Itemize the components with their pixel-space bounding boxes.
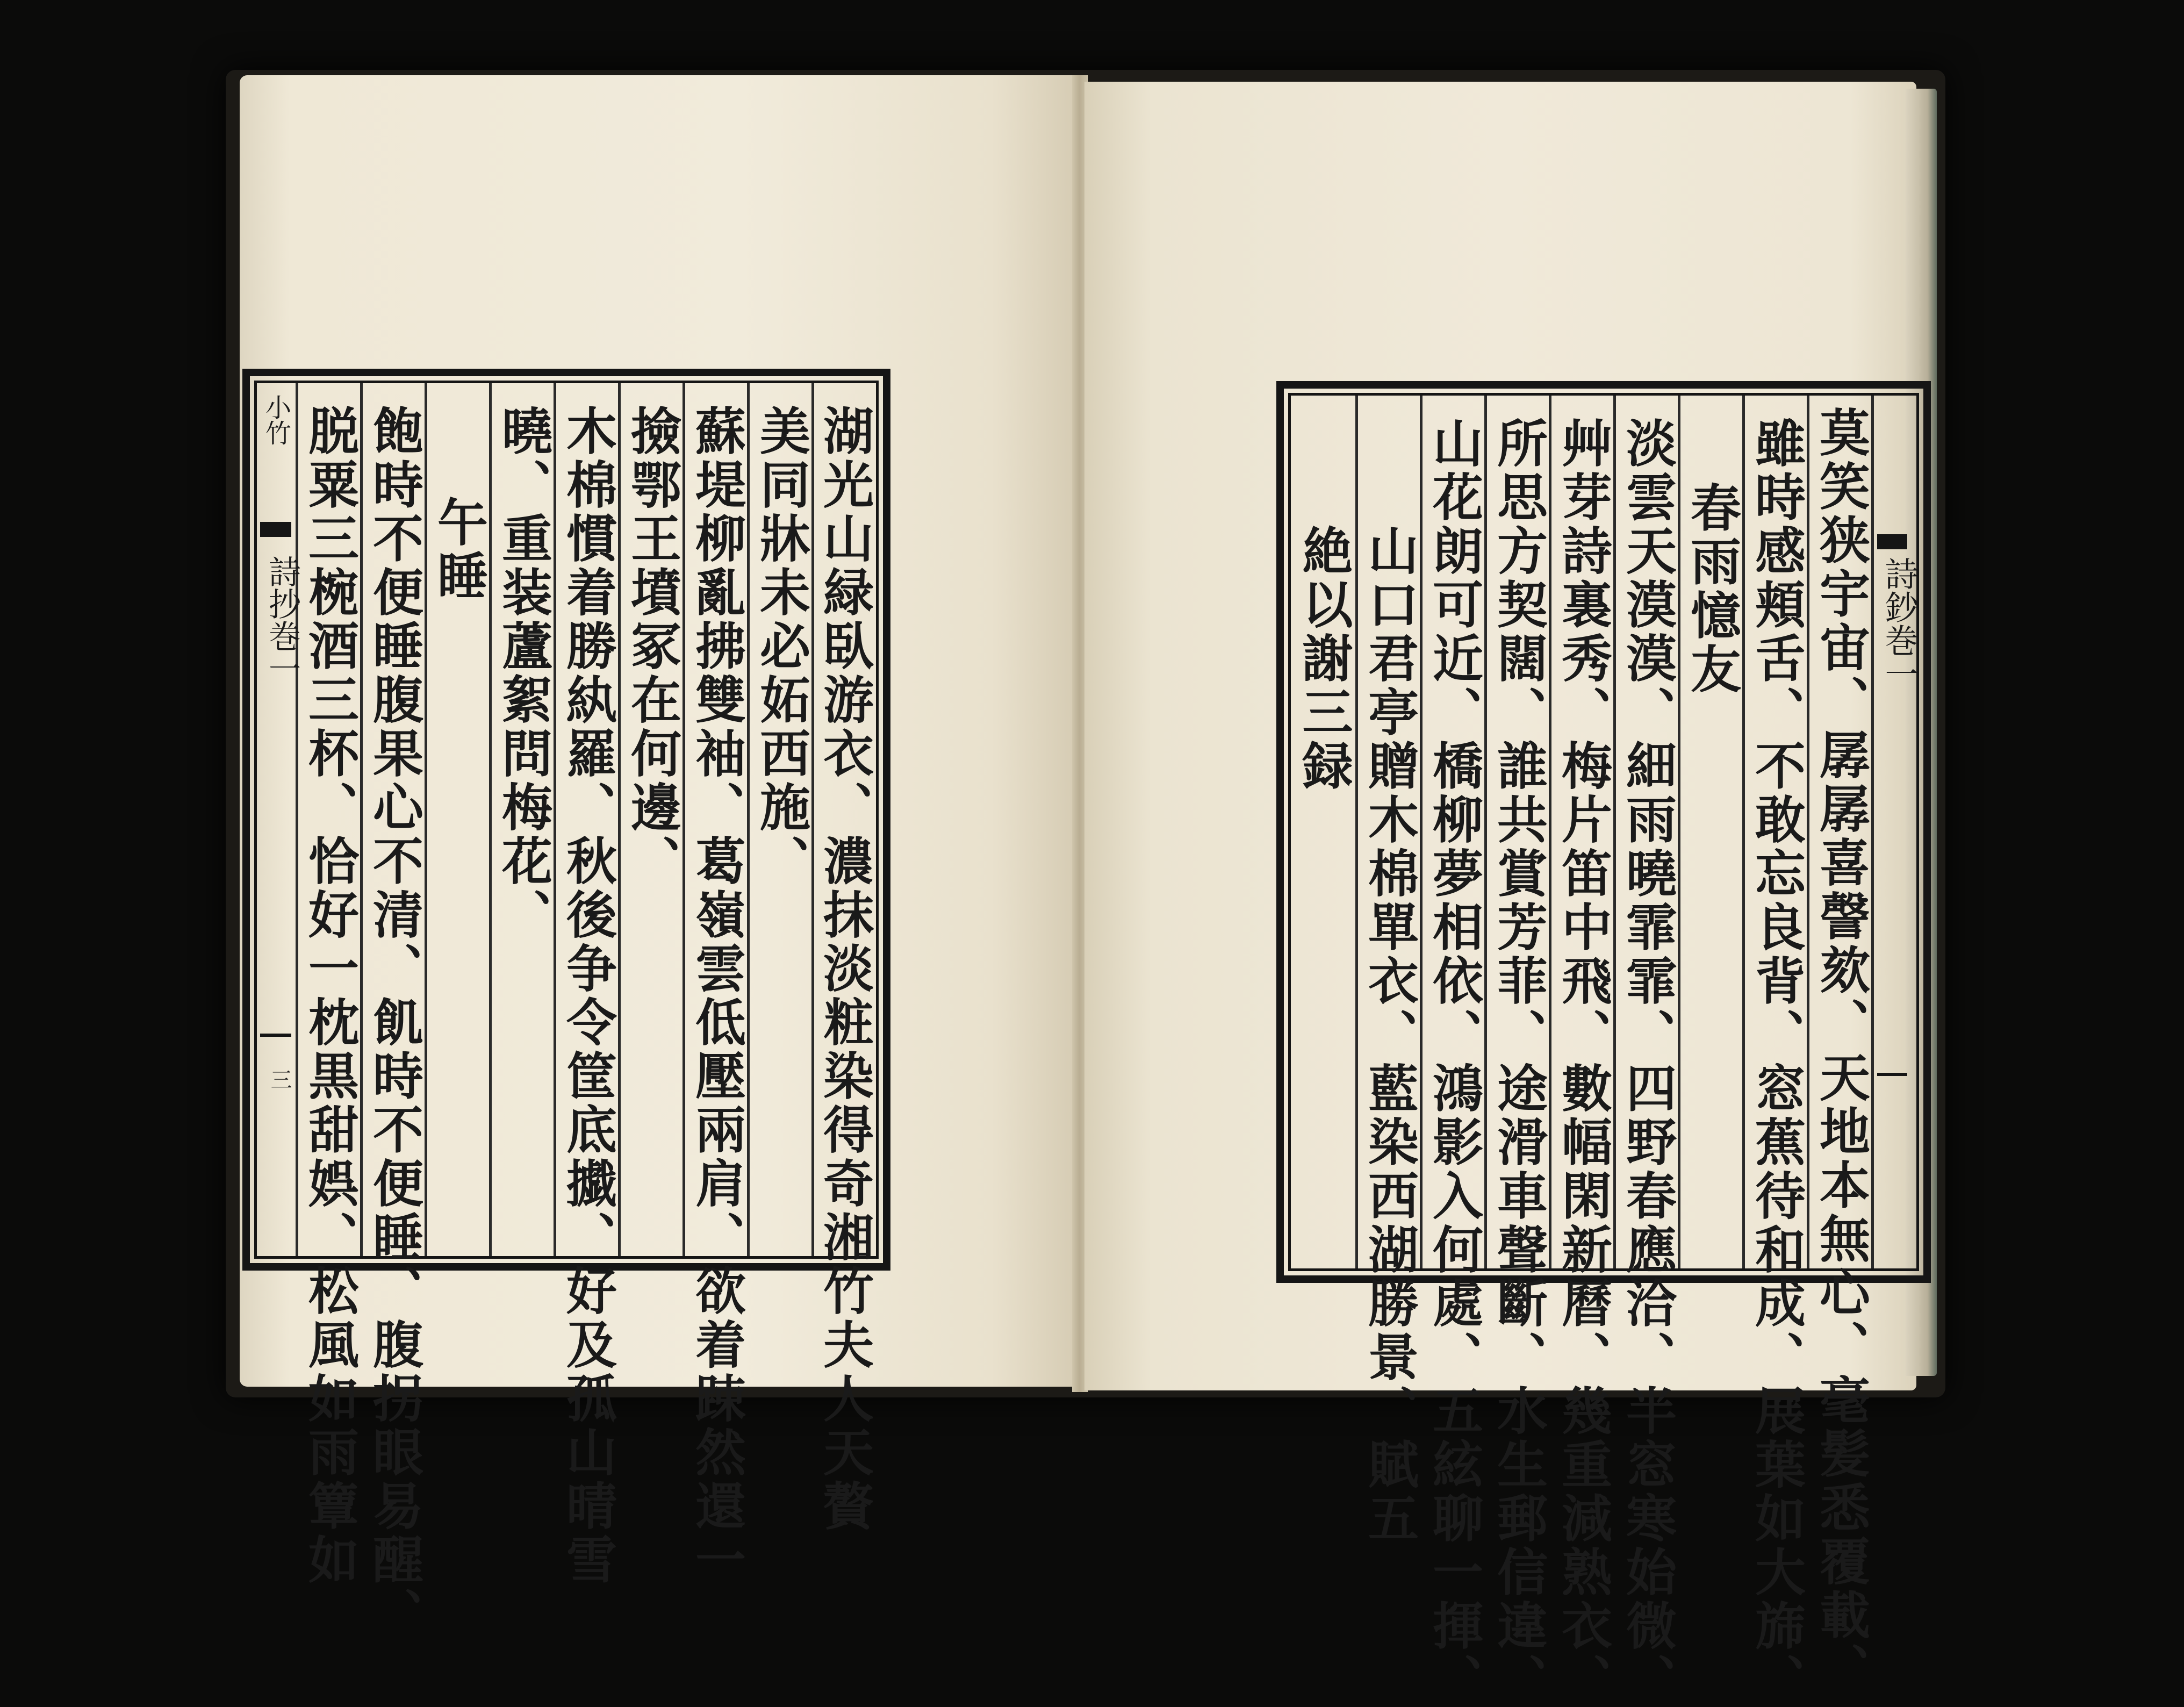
right-column-4-text: 淡雲天漠漠、細雨曉霏霏、四野春應洽、半窓寒始微、 — [1617, 417, 1677, 1707]
left-margin-page-number: 三 — [267, 1068, 292, 1090]
left-column-2 — [747, 383, 811, 1256]
right-page-frame — [1276, 381, 1931, 1707]
left-page-show-through — [682, 177, 749, 224]
left-column-9 — [296, 383, 360, 1587]
left-margin-title: 小竹 — [261, 394, 291, 446]
right-column-1 — [1807, 396, 1871, 1696]
right-margin-title: 詩鈔巻一 — [1879, 557, 1919, 690]
left-column-3 — [682, 383, 747, 1587]
right-column-7-text: 山花朗可近、橋柳夢相依、鴻影入何處、五絃聊一揮、 — [1424, 417, 1483, 1707]
right-margin-column — [1871, 396, 1919, 1268]
right-column-5-text: 艸芽詩裏秀、梅片笛中飛、數幅閑新曆、幾重減熟衣、 — [1553, 417, 1612, 1707]
right-column-5 — [1549, 396, 1613, 1707]
left-page-frame — [242, 369, 890, 1641]
right-column-2-text: 雖時感頬舌、不敢忘良背、窓蕉待和成、展葉如大旆、 — [1746, 417, 1806, 1707]
left-column-8-text: 飽時不便睡腹果心不清、飢時不便睡、腹拐眼易醒、 — [364, 405, 423, 1641]
left-margin-column — [257, 383, 301, 1256]
left-column-8 — [360, 383, 425, 1641]
right-column-1-text: 莫笑狭宇宙、孱孱喜謦欬、天地本無心、毫髪悉覆載、 — [1811, 406, 1870, 1696]
left-column-1 — [811, 383, 874, 1533]
left-column-9-text: 脱粟三椀酒三杯、恰好一枕黒甜娯、松風如雨簟如 — [299, 405, 359, 1587]
left-fishtail-mark — [260, 522, 291, 537]
left-margin-subtitle: 詩抄巻一 — [263, 555, 301, 684]
left-column-1-text: 湖光山緑臥游衣、濃抹淡粧染得奇湘竹夫人天贅 — [814, 405, 874, 1533]
right-column-3-text: 春雨憶友 — [1682, 482, 1741, 697]
right-column-7 — [1420, 396, 1484, 1707]
right-column-6 — [1484, 396, 1549, 1707]
left-column-4-text: 撿鄂王墳冢在何邊、 — [622, 405, 681, 888]
right-column-6-text: 所思方契闊、誰共賞芳菲、途滑車聲斷、水生郵信違、 — [1488, 417, 1548, 1707]
right-column-3 — [1678, 396, 1742, 1268]
right-column-8-text: 山口君亭贈木棉單衣、藍染西湖勝景、賦五 — [1359, 525, 1419, 1546]
left-column-5-text: 木棉慣着勝紈羅、秋後争令筐底㩬、好及孤山晴雪 — [557, 405, 617, 1587]
left-column-4 — [618, 383, 682, 1256]
right-page-inner-border — [1288, 393, 1919, 1707]
left-column-6 — [489, 383, 554, 1256]
right-column-9-text: 絶以謝三録 — [1294, 525, 1353, 793]
left-page-inner-border — [254, 381, 879, 1641]
left-column-2-text: 美同牀未必妬西施、 — [751, 405, 810, 888]
left-column-5 — [554, 383, 618, 1587]
left-margin-rule — [260, 1034, 291, 1037]
right-margin-rule — [1877, 1073, 1907, 1076]
left-column-7-text: 午睡 — [428, 496, 488, 604]
right-column-8 — [1355, 396, 1420, 1546]
left-column-3-text: 蘇堤柳亂拂雙袖、葛嶺雲低壓兩肩、欲着踈然還一 — [686, 405, 746, 1587]
right-column-4 — [1613, 396, 1678, 1707]
right-column-2 — [1742, 396, 1807, 1707]
left-column-7 — [425, 383, 489, 1256]
left-column-6-text: 曉、重装蘆絮問梅花、 — [493, 405, 552, 942]
right-fishtail-mark — [1877, 534, 1907, 549]
right-column-9 — [1291, 396, 1355, 1268]
